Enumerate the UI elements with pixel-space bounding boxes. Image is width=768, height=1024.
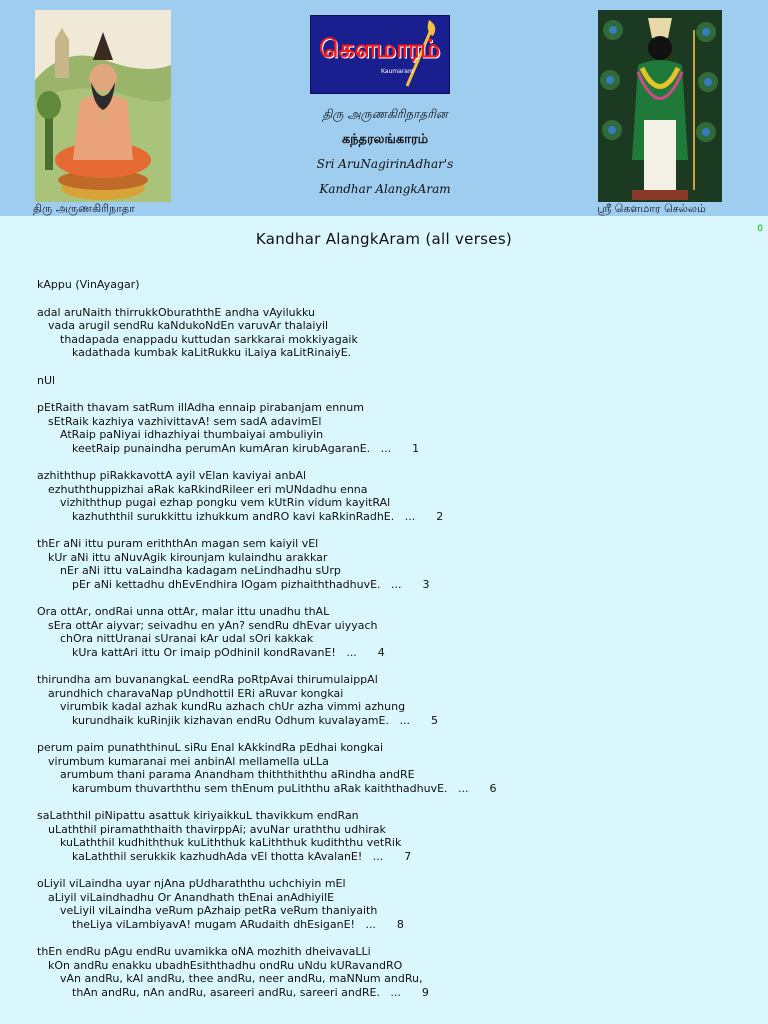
verse-line-text: karumbum thuvarththu sem thEnum puLiththu aRak kaiththadhuvE. — [72, 781, 448, 795]
verse-line — [37, 782, 757, 796]
verse-line-text: Ora ottAr, ondRai unna ottAr, malar ittu unadhu thAL — [37, 605, 330, 618]
verse-line-text: thEn endRu pAgu endRu uvamikka oNA mozhith dheivavaLLi — [37, 945, 371, 958]
page-title: Kandhar AlangkAram (all verses) — [255, 230, 513, 248]
title-roman-line2: Kandhar AlangkAram — [319, 182, 451, 196]
verse-line — [37, 741, 757, 755]
verse-line-text: vAn andRu, kAl andRu, thee andRu, neer andRu, maNNum andRu, — [60, 972, 423, 985]
verse-line — [37, 986, 757, 1000]
verse-line: thadapada enappadu kuttudan sarkkarai mokkiyagaik — [60, 332, 358, 346]
header-title-block — [250, 102, 520, 202]
logo-subtext: Kaumaram — [381, 68, 414, 75]
verse-9 — [37, 945, 757, 999]
verse-line-text: sEtRaik kazhiya vazhivittavA! sem sadA adavimEl — [48, 414, 322, 428]
verse-line — [37, 945, 757, 959]
verse-ellipsis: ... — [335, 645, 378, 659]
verse-line-text: theLiya viLambiyavA! mugam ARudaith dhEsiganE! — [72, 917, 355, 931]
verse-line-text: virumbik kadal azhak kundRu azhach chUr azha vimmi azhung — [60, 700, 406, 713]
verse-line: kadathada kumbak kaLitRukku iLaiya kaLitRinaiyE. — [72, 346, 352, 359]
verse-line-text: kUra kattAri ittu Or imaip pOdhinil kondRavanE! — [72, 645, 336, 659]
verse-line-text: kUr aNi ittu aNuvAgik kirounjam kulaindhu arakkar — [48, 550, 328, 564]
verse-number: 7 — [404, 849, 412, 863]
verse-number: 5 — [430, 713, 438, 727]
verse-line-text: ezhuththuppizhai aRak kaRkindRileer eri mUNdadhu enna — [48, 482, 368, 496]
verse-line-text: pEtRaith thavam satRum illAdha ennaip pirabanjam ennum — [37, 401, 364, 414]
verse-line — [37, 537, 757, 551]
verse-3 — [37, 537, 757, 591]
verse-line — [37, 700, 757, 714]
kappu-verse — [37, 306, 757, 360]
title-roman-line1: Sri AruNagirinAdhar's — [316, 157, 454, 171]
verse-number: 8 — [396, 917, 404, 931]
title-tamil-line2: கந்தரலங்காரம் — [341, 132, 429, 147]
verse-line — [37, 904, 757, 918]
verse-6 — [37, 741, 757, 795]
verse-ellipsis: ... — [362, 849, 405, 863]
verse-line — [37, 877, 757, 891]
left-portrait-caption: திரு அருணகிரிநாதா — [33, 202, 135, 215]
verse-line — [37, 768, 757, 782]
verse-line — [37, 469, 757, 483]
verse-line-text: saLaththil piNipattu asattuk kiriyaikkuL thavikkum endRan — [37, 809, 359, 822]
verse-2 — [37, 469, 757, 523]
verse-line-text: azhiththup piRakkavottA ayil vElan kaviyai anbAl — [37, 469, 307, 482]
verse-line — [37, 632, 757, 646]
verse-line-text: vizhiththup pugai ezhap pongku vem kUtRin vidum kayitRAl — [60, 496, 391, 509]
verse-7 — [37, 809, 757, 863]
verse-line-text: nEr aNi ittu vaLaindha kadagam neLindhadhu sUrp — [60, 564, 341, 577]
verse-line — [37, 415, 757, 429]
verse-8 — [37, 877, 757, 931]
verse-line-text: keetRaip punaindha perumAn kumAran kirubAgaranE. — [72, 441, 371, 455]
verse-line-text: virumbum kumaranai mei anbinAl mellamella uLLa — [48, 754, 329, 768]
verse-line — [37, 891, 757, 905]
verse-line — [37, 510, 757, 524]
verse-line — [37, 823, 757, 837]
verse-line — [37, 673, 757, 687]
kaumaram-logo[interactable] — [310, 15, 450, 94]
verse-line-text: aLiyil viLaindhadhu Or Anandhath thEnai anAdhiyilE — [48, 890, 335, 904]
verse-line — [37, 442, 757, 456]
verse-line — [37, 959, 757, 973]
verse-line — [37, 401, 757, 415]
logo-text: கௌமாரம் — [319, 34, 440, 63]
verse-line — [37, 850, 757, 864]
verse-line — [37, 483, 757, 497]
verse-line-text: thEr aNi ittu puram eriththAn magan sem kaiyil vEl — [37, 537, 319, 550]
verse-line — [37, 755, 757, 769]
verse-line — [37, 687, 757, 701]
verse-line — [37, 428, 757, 442]
right-portrait-caption: ஸ்ரீ கௌமார செல்லம் — [597, 202, 706, 215]
verse-ellipsis: ... — [388, 713, 431, 727]
verse-line — [37, 564, 757, 578]
verse-line-text: uLaththil piramaththaith thavirppAi; avuNar uraththu udhirak — [48, 822, 386, 836]
kappu-heading: kAppu (VinAyagar) — [37, 278, 140, 291]
verse-number: 2 — [436, 509, 444, 523]
verse-number: 3 — [422, 577, 430, 591]
verse-line-text: kuLaththil kudhiththuk kuLiththuk kaLiththuk kudiththu vetRik — [60, 836, 402, 849]
verse-number: 4 — [377, 645, 385, 659]
verse-4 — [37, 605, 757, 659]
verse-line — [37, 646, 757, 660]
kaumara-chellam-portrait — [598, 10, 722, 202]
verse-line-text: pEr aNi kettadhu dhEvEndhira lOgam pizhaiththadhuvE. — [72, 577, 381, 591]
verse-number: 1 — [412, 441, 420, 455]
verse-line-text: kazhuththil surukkittu izhukkum andRO kavi kaRkinRadhE. — [72, 509, 395, 523]
verse-line — [37, 972, 757, 986]
verse-ellipsis: ... — [394, 509, 437, 523]
verse-list — [37, 401, 757, 999]
verse-line-text: thirundha am buvanangkaL eendRa poRtpAvai thirumulaippAl — [37, 673, 378, 686]
title-tamil-line1: திரு அருணகிரிநாதரின — [322, 107, 448, 121]
verse-number: 6 — [489, 781, 497, 795]
verse-line-text: perum paim punaththinuL siRu Enal kAkkindRa pEdhai kongkai — [37, 741, 384, 754]
verse-line — [37, 714, 757, 728]
verse-line — [37, 809, 757, 823]
verse-1 — [37, 401, 757, 455]
verse-5 — [37, 673, 757, 727]
verse-number: 9 — [421, 985, 429, 999]
verse-line — [37, 551, 757, 565]
verse-ellipsis: ... — [380, 577, 423, 591]
verse-line-text: thAn andRu, nAn andRu, asareeri andRu, sareeri andRE. — [72, 985, 380, 999]
verse-ellipsis: ... — [379, 985, 422, 999]
verse-line: adal aruNaith thirrukkOburaththE andha vAyilukku — [37, 305, 316, 319]
verse-line: vada arugil sendRu kaNdukoNdEn varuvAr thalaiyil — [48, 319, 329, 332]
hit-counter: 0 — [757, 224, 763, 234]
verse-line — [37, 918, 757, 932]
page-header — [0, 0, 768, 216]
verse-line — [37, 619, 757, 633]
verse-line-text: sEra ottAr aiyvar; seivadhu en yAn? sendRu dhEvar uiyyach — [48, 618, 378, 632]
verse-ellipsis: ... — [447, 781, 490, 795]
verse-line — [37, 836, 757, 850]
verse-ellipsis: ... — [354, 917, 397, 931]
verse-line-text: arumbum thani parama Anandham thiththiththu aRindha andRE — [60, 768, 415, 781]
verse-line — [37, 605, 757, 619]
verse-line-text: chOra nittUranai sUranai kAr udal sOri kakkak — [60, 632, 314, 645]
nul-heading: nUl — [37, 373, 56, 387]
verse-line — [37, 578, 757, 592]
verse-ellipsis: ... — [370, 441, 413, 455]
verse-line-text: kurundhaik kuRinjik kizhavan endRu Odhum kuvalayamE. — [72, 713, 389, 727]
verse-line-text: arundhich charavaNap pUndhottil ERi aRuvar kongkai — [48, 686, 344, 700]
verse-line-text: kaLaththil serukkik kazhudhAda vEl thotta kAvalanE! — [72, 849, 363, 863]
verse-line-text: veLiyil viLaindha veRum pAzhaip petRa veRum thaniyaith — [60, 904, 378, 917]
verses-content — [37, 278, 757, 1013]
verse-line-text: oLiyil viLaindha uyar njAna pUdharaththu uchchiyin mEl — [37, 877, 346, 890]
verse-line-text: AtRaip paNiyai idhazhiyai thumbaiyai ambuliyin — [60, 428, 324, 441]
arunagirinathar-portrait — [35, 10, 171, 202]
verse-line — [37, 496, 757, 510]
verse-line-text: kOn andRu enakku ubadhEsiththadhu ondRu uNdu kURavandRO — [48, 958, 403, 972]
